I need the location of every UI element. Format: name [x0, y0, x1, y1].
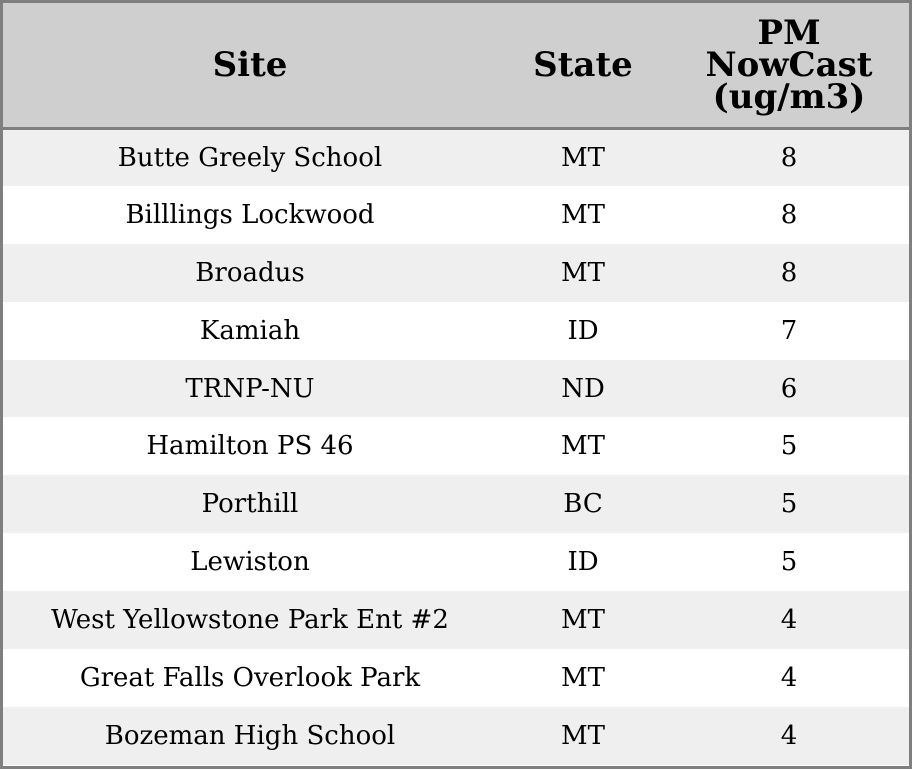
- cell-site: West Yellowstone Park Ent #2: [51, 605, 449, 636]
- cell-pm: 8: [780, 257, 798, 288]
- cell-state: ID: [567, 547, 599, 578]
- cell-site: Bozeman High School: [104, 720, 396, 751]
- cell-pm: 8: [780, 142, 798, 173]
- table-row: [3, 244, 909, 302]
- table-row: [3, 186, 909, 244]
- cell-state: MT: [561, 605, 605, 636]
- cell-state: MT: [561, 257, 605, 288]
- cell-pm: 8: [780, 199, 798, 230]
- header-pm-nowcast: [669, 3, 909, 128]
- cell-site: Porthill: [201, 489, 299, 520]
- table-row: [3, 591, 909, 649]
- table-row: [3, 707, 909, 765]
- cell-pm: 5: [780, 547, 798, 578]
- cell-state: MT: [561, 142, 605, 173]
- cell-pm: 6: [780, 373, 798, 404]
- cell-site: Lewiston: [190, 547, 310, 578]
- cell-site: Hamilton PS 46: [146, 431, 354, 462]
- header-state: State: [497, 3, 669, 128]
- cell-state: BC: [563, 489, 603, 520]
- cell-state: MT: [561, 720, 605, 751]
- table-row: [3, 649, 909, 707]
- cell-pm: 4: [780, 720, 798, 751]
- cell-pm: 5: [780, 431, 798, 462]
- cell-state: MT: [561, 199, 605, 230]
- pm-nowcast-table: [3, 3, 909, 765]
- table-row: [3, 533, 909, 591]
- cell-pm: 5: [780, 489, 798, 520]
- cell-pm: 4: [780, 605, 798, 636]
- cell-pm: 7: [780, 315, 798, 346]
- table-header-row: [3, 3, 909, 128]
- table-row: [3, 360, 909, 418]
- cell-state: MT: [561, 431, 605, 462]
- cell-state: MT: [561, 662, 605, 693]
- cell-site: Butte Greely School: [117, 142, 383, 173]
- table-row: [3, 128, 909, 186]
- header-pm-line-1: PM: [757, 12, 821, 53]
- header-pm-line-3: (ug/m3): [712, 76, 866, 117]
- cell-state: ID: [567, 315, 599, 346]
- cell-site: Broadus: [195, 257, 305, 288]
- table-row: [3, 302, 909, 360]
- header-pm-line-2: NowCast: [705, 44, 873, 85]
- cell-site: Kamiah: [199, 315, 301, 346]
- cell-pm: 4: [780, 662, 798, 693]
- header-site: Site: [3, 3, 497, 128]
- cell-site: Great Falls Overlook Park: [79, 662, 421, 693]
- cell-site: TRNP-NU: [185, 373, 315, 404]
- cell-site: Billlings Lockwood: [125, 199, 375, 230]
- table-row: [3, 417, 909, 475]
- table-row: [3, 475, 909, 533]
- cell-state: ND: [561, 373, 605, 404]
